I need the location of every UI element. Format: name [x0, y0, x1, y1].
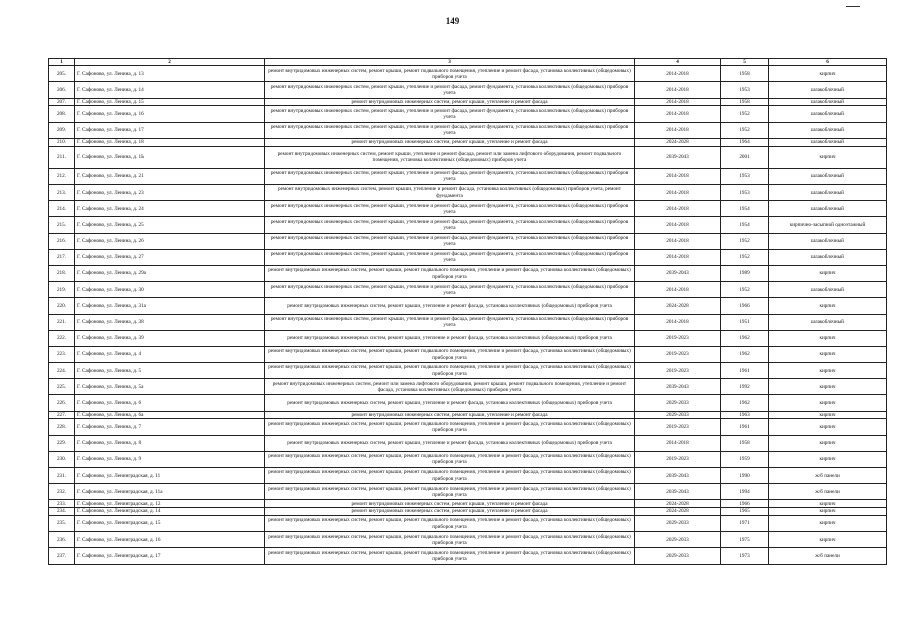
wall-material-cell: кирпич	[769, 395, 887, 411]
year-built-cell: 1958	[721, 98, 769, 106]
year-built-cell: 1959	[721, 451, 769, 467]
period-cell: 2024-2028	[635, 508, 721, 516]
table-row	[49, 217, 887, 233]
period-cell: 2029-2033	[635, 532, 721, 548]
year-built-cell: 1954	[721, 217, 769, 233]
year-built-cell: 1965	[721, 508, 769, 516]
column-header: 5	[721, 59, 769, 66]
table-row	[49, 201, 887, 217]
wall-material-cell: шлакоблочный	[769, 233, 887, 249]
year-built-cell: 1952	[721, 249, 769, 265]
period-cell: 2014-2018	[635, 217, 721, 233]
period-cell: 2039-2043	[635, 146, 721, 168]
row-number: 227.	[49, 411, 75, 419]
row-number: 213.	[49, 185, 75, 201]
table-row	[49, 379, 887, 395]
period-cell: 2014-2018	[635, 185, 721, 201]
address-cell: Г. Сафоново, ул. Ленина, д. 24	[75, 201, 265, 217]
table-row	[49, 106, 887, 122]
row-number: 219.	[49, 282, 75, 298]
wall-material-cell: шлакоблочный	[769, 282, 887, 298]
row-number: 234.	[49, 508, 75, 516]
wall-material-cell: кирпич	[769, 330, 887, 346]
wall-material-cell: ж/б панели	[769, 468, 887, 484]
period-cell: 2014-2018	[635, 168, 721, 184]
period-cell: 2014-2018	[635, 282, 721, 298]
wall-material-cell: шлакоблочный	[769, 122, 887, 138]
works-cell: ремонт внутридомовых инженерных систем, ремонт крыши, ремонт подвального помещения, утепление и ремонт фасада, установка коллективных (общедомовых) приборов учета	[265, 363, 635, 379]
period-cell: 2039-2043	[635, 379, 721, 395]
row-number: 220.	[49, 298, 75, 314]
works-cell: ремонт внутридомовых инженерных систем, ремонт или замена лифтового оборудования, ремонт крыши, ремонт подвального помещения, утепление и ремонт фасада, установка коллективных (общедомовых) приборов учета	[265, 379, 635, 395]
row-number: 216.	[49, 233, 75, 249]
year-built-cell: 1958	[721, 66, 769, 82]
wall-material-cell: кирпич	[769, 515, 887, 531]
address-cell: Г. Сафоново, ул. Ленина, д. 26	[75, 233, 265, 249]
works-cell: ремонт внутридомовых инженерных систем, ремонт крыши, утепление и ремонт фасада, установка коллективных (общедомовых) приборов учета	[265, 395, 635, 411]
year-built-cell: 1994	[721, 484, 769, 500]
works-cell: ремонт внутридомовых инженерных систем, ремонт крыши, утепление и ремонт фасада, ремонт фундамента, установка коллективных (общедомовых) приборов учета	[265, 106, 635, 122]
address-cell: Г. Сафоново, ул. Ленина, д. 14	[75, 82, 265, 98]
row-number: 205.	[49, 66, 75, 82]
table-row	[49, 185, 887, 201]
year-built-cell: 1964	[721, 138, 769, 146]
works-cell: ремонт внутридомовых инженерных систем, ремонт крыши, ремонт подвального помещения, утепление и ремонт фасада, установка коллективных (общедомовых) приборов учета	[265, 484, 635, 500]
address-cell: Г. Сафоново, ул. Ленинградская, д. 14	[75, 508, 265, 516]
year-built-cell: 1973	[721, 548, 769, 564]
row-number: 237.	[49, 548, 75, 564]
period-cell: 2039-2043	[635, 484, 721, 500]
address-cell: Г. Сафоново, ул. Ленина, д. 4	[75, 346, 265, 362]
table-row	[49, 346, 887, 362]
corner-mark	[846, 6, 860, 7]
row-number: 223.	[49, 346, 75, 362]
wall-material-cell: кирпич	[769, 532, 887, 548]
works-cell: ремонт внутридомовых инженерных систем, ремонт крыши, ремонт подвального помещения, утепление и ремонт фасада, установка коллективных (общедомовых) приборов учета	[265, 548, 635, 564]
address-cell: Г. Сафоново, ул. Ленина, д. 21	[75, 168, 265, 184]
address-cell: Г. Сафоново, ул. Ленина, д. 17	[75, 122, 265, 138]
works-cell: ремонт внутридомовых инженерных систем, ремонт крыши, утепление и ремонт фасада	[265, 508, 635, 516]
works-cell: ремонт внутридомовых инженерных систем, ремонт крыши, ремонт подвального помещения, утепление и ремонт фасада, установка коллективных (общедомовых) приборов учета	[265, 419, 635, 435]
address-cell: Г. Сафоново, ул. Ленина, д. 25	[75, 217, 265, 233]
address-cell: Г. Сафоново, ул. Ленинградская, д. 11	[75, 468, 265, 484]
year-built-cell: 1954	[721, 201, 769, 217]
year-built-cell: 1962	[721, 346, 769, 362]
works-cell: ремонт внутридомовых инженерных систем, ремонт крыши, ремонт подвального помещения, утепление и ремонт фасада, установка коллективных (общедомовых) приборов учета	[265, 532, 635, 548]
wall-material-cell: шлакоблочный	[769, 82, 887, 98]
row-number: 236.	[49, 532, 75, 548]
period-cell: 2014-2018	[635, 122, 721, 138]
period-cell: 2029-2033	[635, 515, 721, 531]
wall-material-cell: кирпич	[769, 363, 887, 379]
address-cell: Г. Сафоново, ул. Ленина, д. 23	[75, 185, 265, 201]
table-row	[49, 233, 887, 249]
wall-material-cell: шлакоблочный	[769, 98, 887, 106]
period-cell: 2024-2028	[635, 298, 721, 314]
works-cell: ремонт внутридомовых инженерных систем, ремонт крыши, утепление и ремонт фасада, установка коллективных (общедомовых) приборов учета	[265, 435, 635, 451]
year-built-cell: 1961	[721, 419, 769, 435]
page-number: 149	[445, 16, 460, 26]
address-cell: Г. Сафоново, ул. Ленинградская, д. 11а	[75, 484, 265, 500]
works-cell: ремонт внутридомовых инженерных систем, ремонт крыши, ремонт подвального помещения, утепление и ремонт фасада, установка коллективных (общедомовых) приборов учета	[265, 468, 635, 484]
address-cell: Г. Сафоново, ул. Ленина, д. 15	[75, 98, 265, 106]
table-row	[49, 314, 887, 330]
wall-material-cell: кирпич	[769, 435, 887, 451]
table-row	[49, 411, 887, 419]
wall-material-cell: шлакоблочный	[769, 106, 887, 122]
wall-material-cell: ж/б панели	[769, 484, 887, 500]
period-cell: 2029-2033	[635, 395, 721, 411]
year-built-cell: 1966	[721, 298, 769, 314]
wall-material-cell: ж/б панели	[769, 548, 887, 564]
table-row	[49, 500, 887, 508]
year-built-cell: 1952	[721, 122, 769, 138]
table-row	[49, 98, 887, 106]
year-built-cell: 1990	[721, 468, 769, 484]
period-cell: 2029-2033	[635, 548, 721, 564]
period-cell: 2039-2043	[635, 468, 721, 484]
works-cell: ремонт внутридомовых инженерных систем, ремонт крыши, утепление и ремонт фасада	[265, 500, 635, 508]
year-built-cell: 1952	[721, 233, 769, 249]
address-cell: Г. Сафоново, ул. Ленинградская, д. 17	[75, 548, 265, 564]
wall-material-cell: кирпич	[769, 66, 887, 82]
period-cell: 2014-2018	[635, 106, 721, 122]
table-row	[49, 468, 887, 484]
table-row	[49, 66, 887, 82]
works-cell: ремонт внутридомовых инженерных систем, ремонт крыши, утепление и ремонт фасада, ремонт фундамента, установка коллективных (общедомовых) приборов учета	[265, 249, 635, 265]
year-built-cell: 1962	[721, 395, 769, 411]
column-number-row	[49, 59, 887, 66]
wall-material-cell: шлакоблочный	[769, 138, 887, 146]
address-cell: Г. Сафоново, ул. Ленина, д. 16	[75, 106, 265, 122]
works-cell: ремонт внутридомовых инженерных систем, ремонт крыши, ремонт подвального помещения, утепление и ремонт фасада, установка коллективных (общедомовых) приборов учета	[265, 346, 635, 362]
period-cell: 2019-2023	[635, 451, 721, 467]
table-row	[49, 298, 887, 314]
table-row	[49, 515, 887, 531]
address-cell: Г. Сафоново, ул. Ленина, д. 31а	[75, 298, 265, 314]
row-number: 208.	[49, 106, 75, 122]
year-built-cell: 1963	[721, 411, 769, 419]
period-cell: 2014-2018	[635, 82, 721, 98]
period-cell: 2019-2023	[635, 419, 721, 435]
address-cell: Г. Сафоново, ул. Ленина, д. 39	[75, 330, 265, 346]
table-row	[49, 82, 887, 98]
year-built-cell: 1992	[721, 379, 769, 395]
table-row	[49, 419, 887, 435]
row-number: 214.	[49, 201, 75, 217]
address-cell: Г. Сафоново, ул. Ленина, д. 29а	[75, 265, 265, 281]
table-row	[49, 249, 887, 265]
address-cell: Г. Сафоново, ул. Ленина, д. 9	[75, 451, 265, 467]
year-built-cell: 2001	[721, 146, 769, 168]
year-built-cell: 1958	[721, 435, 769, 451]
row-number: 229.	[49, 435, 75, 451]
address-cell: Г. Сафоново, ул. Ленина, д. 30	[75, 282, 265, 298]
period-cell: 2039-2043	[635, 265, 721, 281]
wall-material-cell: кирпич	[769, 346, 887, 362]
works-cell: ремонт внутридомовых инженерных систем, ремонт крыши, ремонт подвального помещения, утепление и ремонт фасада, установка коллективных (общедомовых) приборов учета	[265, 66, 635, 82]
works-cell: ремонт внутридомовых инженерных систем, ремонт крыши, утепление и ремонт фасада	[265, 411, 635, 419]
row-number: 222.	[49, 330, 75, 346]
period-cell: 2014-2018	[635, 435, 721, 451]
row-number: 215.	[49, 217, 75, 233]
wall-material-cell: кирпич	[769, 419, 887, 435]
wall-material-cell: кирпич	[769, 411, 887, 419]
address-cell: Г. Сафоново, ул. Ленина, д. 18	[75, 138, 265, 146]
capital-repair-table	[48, 58, 887, 565]
wall-material-cell: кирпич	[769, 508, 887, 516]
works-cell: ремонт внутридомовых инженерных систем, ремонт крыши, утепление и ремонт фасада, ремонт фундамента, установка коллективных (общедомовых) приборов учета	[265, 122, 635, 138]
period-cell: 2019-2023	[635, 346, 721, 362]
wall-material-cell: кирпично-засыпной одноэтажный	[769, 217, 887, 233]
works-cell: ремонт внутридомовых инженерных систем, ремонт крыши, утепление и ремонт фасада, ремонт или замена лифтового оборудования, ремонт подвального помещения, установка коллективных (общедомовых) приборов учета	[265, 146, 635, 168]
table-row	[49, 138, 887, 146]
wall-material-cell: шлакоблочный	[769, 201, 887, 217]
row-number: 210.	[49, 138, 75, 146]
row-number: 218.	[49, 265, 75, 281]
table-row	[49, 168, 887, 184]
address-cell: Г. Сафоново, ул. Ленинградская, д. 15	[75, 515, 265, 531]
works-cell: ремонт внутридомовых инженерных систем, ремонт крыши, ремонт подвального помещения, утепление и ремонт фасада, установка коллективных (общедомовых) приборов учета	[265, 451, 635, 467]
wall-material-cell: кирпич	[769, 146, 887, 168]
year-built-cell: 1989	[721, 265, 769, 281]
period-cell: 2029-2033	[635, 411, 721, 419]
year-built-cell: 1953	[721, 168, 769, 184]
row-number: 233.	[49, 500, 75, 508]
row-number: 226.	[49, 395, 75, 411]
row-number: 221.	[49, 314, 75, 330]
period-cell: 2014-2018	[635, 201, 721, 217]
table-row	[49, 363, 887, 379]
address-cell: Г. Сафоново, ул. Ленина, д. 8	[75, 435, 265, 451]
table-row	[49, 122, 887, 138]
wall-material-cell: шлакоблочный	[769, 314, 887, 330]
works-cell: ремонт внутридомовых инженерных систем, ремонт крыши, утепление и ремонт фасада, установка коллективных (общедомовых) приборов учета	[265, 330, 635, 346]
wall-material-cell: кирпич	[769, 500, 887, 508]
period-cell: 2024-2028	[635, 500, 721, 508]
address-cell: Г. Сафоново, ул. Ленина, д. 6а	[75, 411, 265, 419]
year-built-cell: 1966	[721, 500, 769, 508]
row-number: 207.	[49, 98, 75, 106]
works-cell: ремонт внутридомовых инженерных систем, ремонт крыши, утепление и ремонт фасада, ремонт фундамента, установка коллективных (общедомовых) приборов учета	[265, 168, 635, 184]
table-row	[49, 282, 887, 298]
column-header: 3	[265, 59, 635, 66]
wall-material-cell: шлакоблочный	[769, 168, 887, 184]
column-header: 4	[635, 59, 721, 66]
works-cell: ремонт внутридомовых инженерных систем, ремонт крыши, ремонт подвального помещения, утепление и ремонт фасада, установка коллективных (общедомовых) приборов учета	[265, 265, 635, 281]
period-cell: 2019-2023	[635, 330, 721, 346]
table-row	[49, 532, 887, 548]
year-built-cell: 1951	[721, 314, 769, 330]
works-cell: ремонт внутридомовых инженерных систем, ремонт крыши, утепление и ремонт фасада, ремонт фундамента, установка коллективных (общедомовых) приборов учета	[265, 217, 635, 233]
year-built-cell: 1961	[721, 363, 769, 379]
table-row	[49, 330, 887, 346]
year-built-cell: 1953	[721, 82, 769, 98]
works-cell: ремонт внутридомовых инженерных систем, ремонт крыши, утепление и ремонт фасада	[265, 98, 635, 106]
address-cell: Г. Сафоново, ул. Ленина, д. 5а	[75, 379, 265, 395]
table-row	[49, 146, 887, 168]
table-row	[49, 435, 887, 451]
address-cell: Г. Сафоново, ул. Ленина, д. 6	[75, 395, 265, 411]
period-cell: 2014-2018	[635, 66, 721, 82]
row-number: 225.	[49, 379, 75, 395]
address-cell: Г. Сафоново, ул. Ленинградская, д. 12	[75, 500, 265, 508]
period-cell: 2014-2018	[635, 233, 721, 249]
wall-material-cell: кирпич	[769, 451, 887, 467]
row-number: 232.	[49, 484, 75, 500]
table-row	[49, 484, 887, 500]
column-header: 2	[75, 59, 265, 66]
address-cell: Г. Сафоново, ул. Ленина, д. 13	[75, 66, 265, 82]
row-number: 224.	[49, 363, 75, 379]
works-cell: ремонт внутридомовых инженерных систем, ремонт крыши, ремонт подвального помещения, утепление и ремонт фасада, установка коллективных (общедомовых) приборов учета	[265, 515, 635, 531]
works-cell: ремонт внутридомовых инженерных систем, ремонт крыши, утепление и ремонт фасада, установка коллективных (общедомовых) приборов учета, ремонт фундамента	[265, 185, 635, 201]
works-cell: ремонт внутридомовых инженерных систем, ремонт крыши, утепление и ремонт фасада, ремонт фундамента, установка коллективных (общедомовых) приборов учета	[265, 314, 635, 330]
wall-material-cell: шлакоблочный	[769, 185, 887, 201]
row-number: 235.	[49, 515, 75, 531]
works-cell: ремонт внутридомовых инженерных систем, ремонт крыши, утепление и ремонт фасада, ремонт фундамента, установка коллективных (общедомовых) приборов учета	[265, 282, 635, 298]
column-header: 6	[769, 59, 887, 66]
address-cell: Г. Сафоново, ул. Ленина, д. 5	[75, 363, 265, 379]
table-body	[49, 59, 887, 565]
row-number: 230.	[49, 451, 75, 467]
year-built-cell: 1962	[721, 330, 769, 346]
year-built-cell: 1952	[721, 282, 769, 298]
year-built-cell: 1971	[721, 515, 769, 531]
row-number: 206.	[49, 82, 75, 98]
row-number: 231.	[49, 468, 75, 484]
address-cell: Г. Сафоново, ул. Ленинградская, д. 16	[75, 532, 265, 548]
table-row	[49, 508, 887, 516]
table-row	[49, 265, 887, 281]
period-cell: 2019-2023	[635, 363, 721, 379]
address-cell: Г. Сафоново, ул. Ленина, д. 7	[75, 419, 265, 435]
works-cell: ремонт внутридомовых инженерных систем, ремонт крыши, утепление и ремонт фасада, установка коллективных (общедомовых) приборов учета	[265, 298, 635, 314]
works-cell: ремонт внутридомовых инженерных систем, ремонт крыши, утепление и ремонт фасада, ремонт фундамента, установка коллективных (общедомовых) приборов учета	[265, 82, 635, 98]
year-built-cell: 1975	[721, 532, 769, 548]
wall-material-cell: кирпич	[769, 265, 887, 281]
row-number: 228.	[49, 419, 75, 435]
year-built-cell: 1952	[721, 106, 769, 122]
address-cell: Г. Сафоново, ул. Ленина, д. 38	[75, 314, 265, 330]
year-built-cell: 1953	[721, 185, 769, 201]
works-cell: ремонт внутридомовых инженерных систем, ремонт крыши, утепление и ремонт фасада, ремонт фундамента, установка коллективных (общедомовых) приборов учета	[265, 201, 635, 217]
wall-material-cell: кирпич	[769, 298, 887, 314]
wall-material-cell: шлакоблочный	[769, 249, 887, 265]
address-cell: Г. Сафоново, ул. Ленина, д. 27	[75, 249, 265, 265]
table-row	[49, 451, 887, 467]
period-cell: 2014-2018	[635, 314, 721, 330]
column-header: 1	[49, 59, 75, 66]
works-cell: ремонт внутридомовых инженерных систем, ремонт крыши, утепление и ремонт фасада, ремонт фундамента, установка коллективных (общедомовых) приборов учета	[265, 233, 635, 249]
row-number: 211.	[49, 146, 75, 168]
row-number: 217.	[49, 249, 75, 265]
period-cell: 2014-2018	[635, 98, 721, 106]
works-cell: ремонт внутридомовых инженерных систем, ремонт крыши, утепление и ремонт фасада	[265, 138, 635, 146]
period-cell: 2014-2018	[635, 249, 721, 265]
wall-material-cell: кирпич	[769, 379, 887, 395]
row-number: 212.	[49, 168, 75, 184]
table-row	[49, 548, 887, 564]
row-number: 209.	[49, 122, 75, 138]
period-cell: 2024-2028	[635, 138, 721, 146]
table-row	[49, 395, 887, 411]
address-cell: Г. Сафоново, ул. Ленина, д. 1Ь	[75, 146, 265, 168]
